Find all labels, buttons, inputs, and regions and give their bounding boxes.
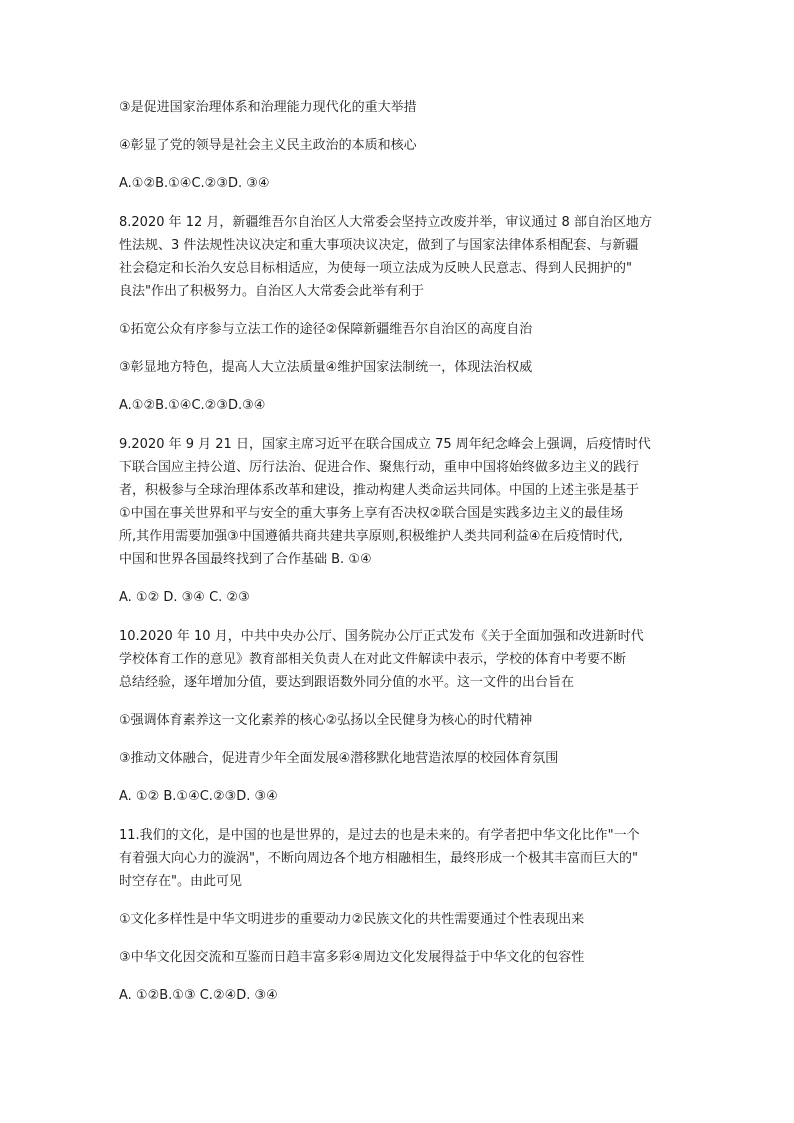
answer-line: A. ①②B.①③ C.②④D. ③④ bbox=[119, 988, 278, 1003]
question-9-line: 所,其作用需要加强③中国遵循共商共建共享原则,积极维护人类共同利益④在后疫情时代, bbox=[119, 529, 623, 544]
question-11-line: 有着强大向心力的漩涡"，不断向周边各个地方相融相生，最终形成一个极其丰富而巨大的" bbox=[119, 851, 638, 866]
question-9-line: 9.2020 年 9 月 21 日，国家主席习近平在联合国成立 75 周年纪念峰会上强调，后疫情时代 bbox=[119, 437, 651, 452]
question-11-line: 11.我们的文化，是中国的也是世界的，是过去的也是未来的。有学者把中华文化比作"一个 bbox=[119, 828, 640, 843]
option-line: ④彰显了党的领导是社会主义民主政治的本质和核心 bbox=[119, 138, 417, 153]
option-line: ③推动文体融合，促进青少年全面发展④潜移默化地营造浓厚的校园体育氛围 bbox=[119, 751, 559, 766]
question-10-line: 总结经验，逐年增加分值，要达到跟语数外同分值的水平。这一文件的出台旨在 bbox=[119, 675, 575, 690]
option-line: ③中华文化因交流和互鉴而日趋丰富多彩④周边文化发展得益于中华文化的包容性 bbox=[119, 950, 585, 965]
answer-line: A.①②B.①④C.②③D. ③④ bbox=[119, 176, 270, 191]
question-11-line: 时空存在"。由此可见 bbox=[119, 874, 242, 889]
option-line: ③彰显地方特色，提高人大立法质量④维护国家法制统一，体现法治权威 bbox=[119, 360, 533, 375]
answer-line: A. ①② B.①④C.②③D. ③④ bbox=[119, 789, 278, 804]
question-9-line: ①中国在事关世界和平与安全的重大事务上享有否决权②联合国是实践多边主义的最佳场 bbox=[119, 506, 624, 521]
question-10-line: 学校体育工作的意见》教育部相关负责人在对此文件解读中表示，学校的体育中考要不断 bbox=[119, 652, 627, 667]
option-line: ③是促进国家治理体系和治理能力现代化的重大举措 bbox=[119, 100, 417, 115]
question-10-line: 10.2020 年 10 月，中共中央办公厅、国务院办公厅正式发布《关于全面加强和改进新时代 bbox=[119, 629, 644, 644]
option-line: ①拓宽公众有序参与立法工作的途径②保障新疆维吾尔自治区的高度自治 bbox=[119, 322, 533, 337]
question-9-line: 中国和世界各国最终找到了合作基础 B. ①④ bbox=[119, 552, 372, 567]
question-9-line: 下联合国应主持公道、厉行法治、促进合作、聚焦行动，重申中国将始终做多边主义的践行 bbox=[119, 460, 640, 475]
question-8-line: 8.2020 年 12 月，新疆维吾尔自治区人大常委会坚持立改废并举，审议通过 8 部自治区地方 bbox=[119, 215, 652, 230]
question-8-line: 社会稳定和长治久安总目标相适应，为使每一项立法成为反映人民意志、得到人民拥护的" bbox=[119, 261, 632, 276]
option-line: ①强调体育素养这一文化素养的核心②弘扬以全民健身为核心的时代精神 bbox=[119, 713, 533, 728]
question-8-line: 良法"作出了积极努力。自治区人大常委会此举有利于 bbox=[119, 284, 424, 299]
answer-line: A. ①② D. ③④ C. ②③ bbox=[119, 590, 250, 605]
answer-line: A.①②B.①④C.②③D.③④ bbox=[119, 398, 266, 413]
option-line: ①文化多样性是中华文明进步的重要动力②民族文化的共性需要通过个性表现出来 bbox=[119, 912, 585, 927]
question-9-line: 者，积极参与全球治理体系改革和建设，推动构建人类命运共同体。中国的上述主张是基于 bbox=[119, 483, 640, 498]
question-8-line: 性法规、3 件法规性决议决定和重大事项决议决定，做到了与国家法律体系相配套、与新疆 bbox=[119, 238, 639, 253]
